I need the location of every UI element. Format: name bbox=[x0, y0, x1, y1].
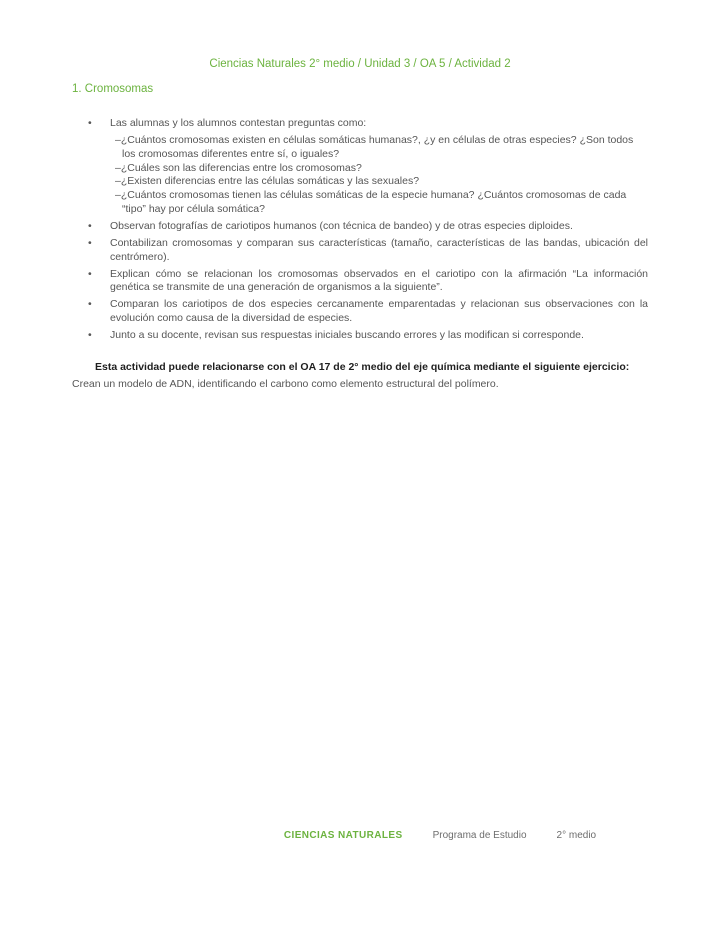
list-item bbox=[72, 268, 648, 296]
page-content bbox=[0, 0, 720, 391]
bullet-icon bbox=[88, 117, 110, 131]
breadcrumb-header: Ciencias Naturales 2° medio / Unidad 3 / OA 5 / Actividad 2 bbox=[209, 58, 511, 70]
question-item: –¿Cuántos cromosomas existen en células somáticas humanas?, ¿y en células de otras especies? ¿Son todos los cromosomas diferentes entre sí, o iguales? bbox=[115, 133, 634, 160]
list-item bbox=[72, 329, 648, 343]
bullet-icon bbox=[88, 329, 110, 343]
list-item-text: Explican cómo se relacionan los cromosomas observados en el cariotipo con la afirmación “La información genética se transmite de una generación de organismos a la siguiente”. bbox=[110, 267, 648, 294]
list-item bbox=[72, 298, 648, 326]
section-heading: 1. Cromosomas bbox=[72, 83, 154, 95]
page-footer bbox=[80, 830, 720, 841]
list-item bbox=[72, 237, 648, 265]
question-item: –¿Cuántos cromosomas tienen las células somáticas de la especie humana? ¿Cuántos cromosomas de cada “tipo” hay por célula somática? bbox=[115, 189, 627, 216]
bullet-icon bbox=[88, 268, 110, 296]
list-item-text: Comparan los cariotipos de dos especies cercanamente emparentadas y relacionan sus observaciones con la evolución como causa de la diversidad de especies. bbox=[110, 298, 648, 325]
list-item-text: Observan fotografías de cariotipos humanos (con técnica de bandeo) y de otras especies diploides. bbox=[110, 220, 573, 233]
question-item: –¿Existen diferencias entre las células somáticas y las sexuales? bbox=[115, 175, 420, 188]
activity-list bbox=[72, 117, 648, 343]
bullet-icon bbox=[88, 220, 110, 234]
list-item bbox=[72, 220, 648, 234]
bullet-icon bbox=[88, 237, 110, 265]
question-item: –¿Cuáles son las diferencias entre los cromosomas? bbox=[115, 161, 362, 174]
list-item bbox=[72, 117, 648, 131]
list-item-text: Contabilizan cromosomas y comparan sus características (tamaño, características de las bandas, ubicación del centrómero). bbox=[110, 236, 648, 263]
footer-grade-label: 2° medio bbox=[556, 830, 597, 841]
footer-subject-label: CIENCIAS NATURALES bbox=[283, 830, 403, 841]
related-oa-note: Esta actividad puede relacionarse con el OA 17 de 2° medio del eje química mediante el siguiente ejercicio: bbox=[95, 360, 630, 373]
list-item-text: Las alumnas y los alumnos contestan preguntas como: bbox=[110, 117, 367, 129]
exercise-description: Crean un modelo de ADN, identificando el carbono como elemento estructural del polímero. bbox=[72, 378, 499, 391]
list-item-text: Junto a su docente, revisan sus respuestas iniciales buscando errores y las modifican si corresponde. bbox=[110, 329, 584, 342]
bullet-icon bbox=[88, 298, 110, 326]
question-sublist bbox=[72, 134, 648, 217]
footer-program-label: Programa de Estudio bbox=[432, 830, 527, 841]
